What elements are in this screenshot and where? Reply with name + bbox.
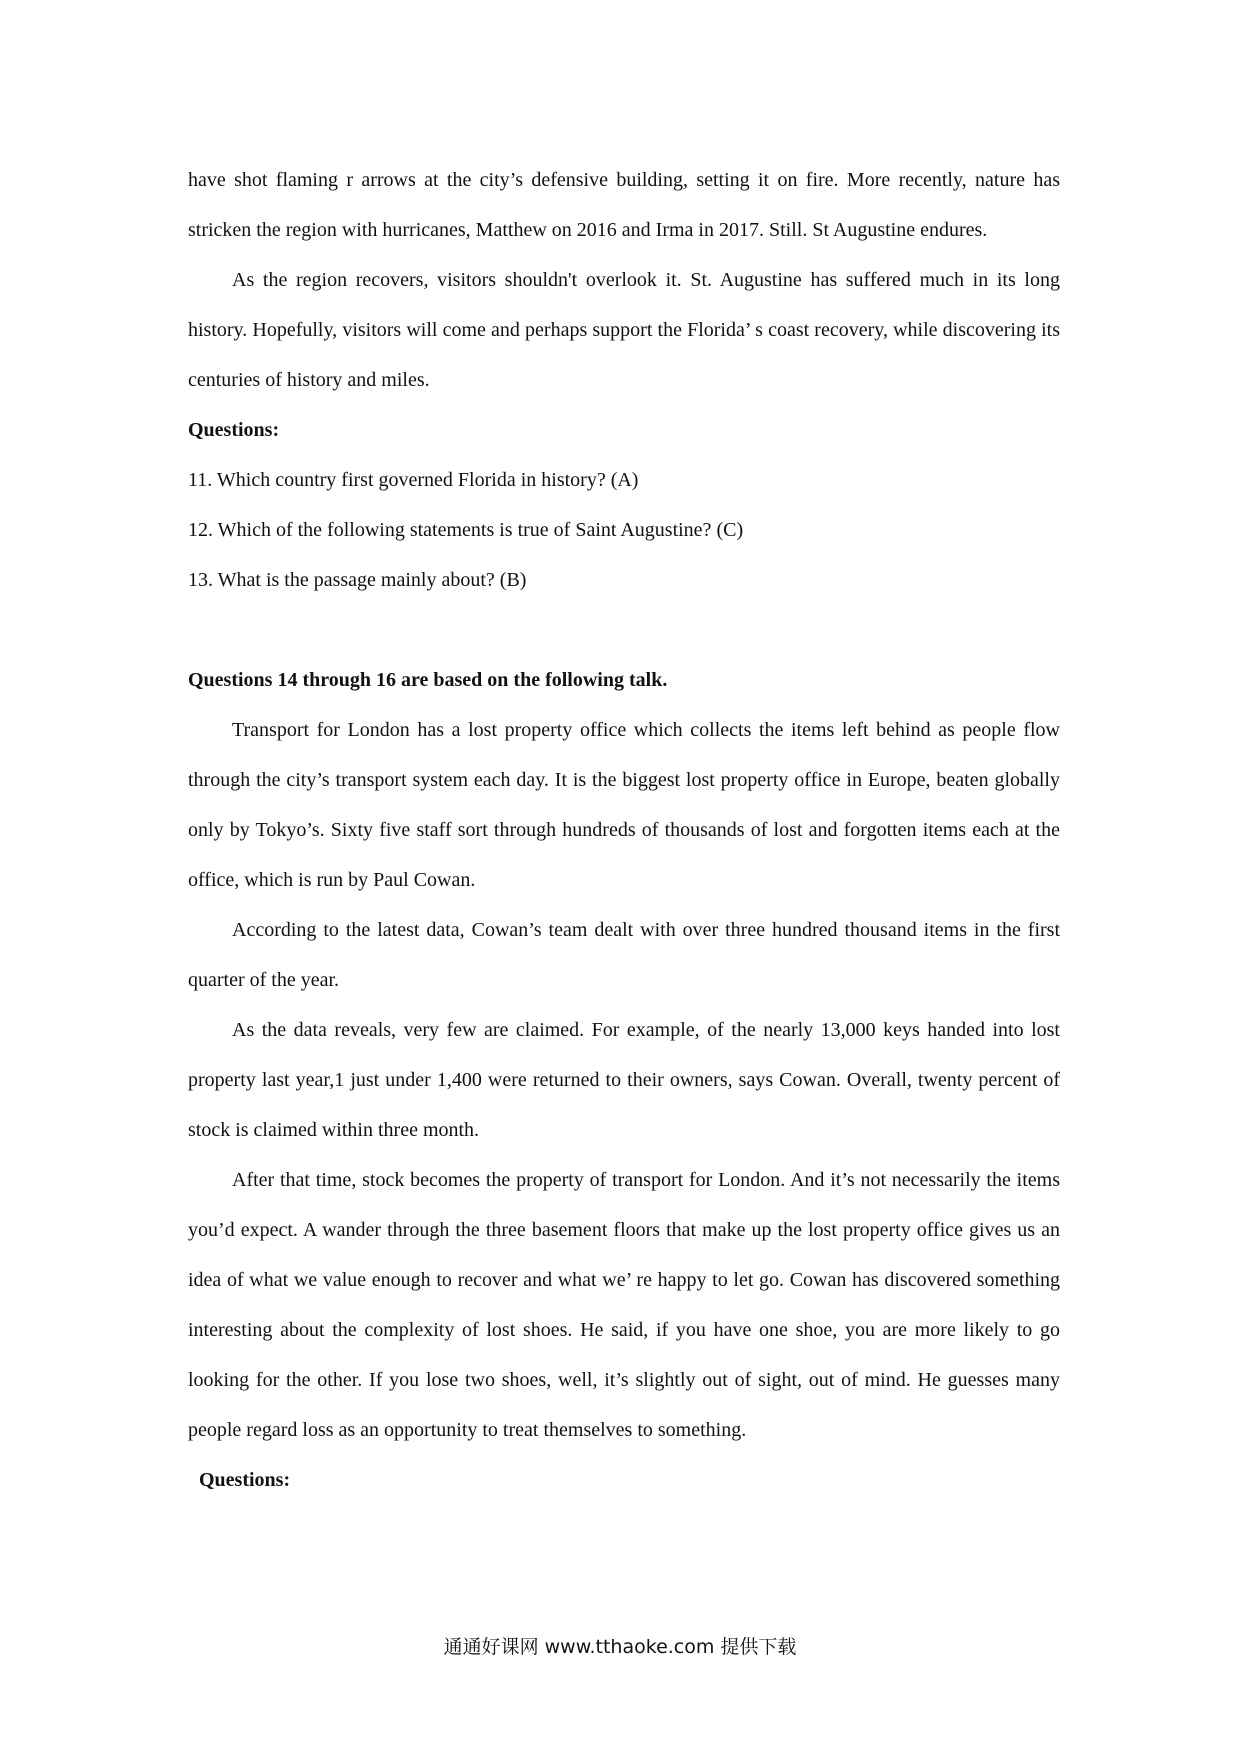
passage2-paragraph-2: According to the latest data, Cowan’s team dealt with over three hundred thousand items in the first quarter of the year. xyxy=(188,919,1060,991)
passage2-paragraph-1: Transport for London has a lost property office which collects the items left behind as people flow through the city’s transport system each day. It is the biggest lost property office in Europe, beaten globally only by Tokyo’s. Sixty five staff sort through hundreds of thousands of lost and forgotten items each at the office, which is run by Paul Cowan. xyxy=(188,719,1060,891)
passage2-questions-heading: Questions: xyxy=(199,1469,291,1491)
passage1-paragraph-1: have shot flaming r arrows at the city’s defensive building, setting it on fire. More recently, nature has stricken the region with hurricanes, Matthew on 2016 and Irma in 2017. Still. St Augustine endures. xyxy=(188,169,1060,241)
section-spacer xyxy=(188,605,1060,655)
page-content xyxy=(188,155,1060,1505)
question-13: 13. What is the passage mainly about? (B) xyxy=(188,569,527,591)
passage2-paragraph-3: As the data reveals, very few are claimed. For example, of the nearly 13,000 keys handed into lost property last year,1 just under 1,400 were returned to their owners, says Cowan. Overall, twenty percent of stock is claimed within three month. xyxy=(188,1019,1060,1141)
question-12: 12. Which of the following statements is true of Saint Augustine? (C) xyxy=(188,519,744,541)
passage2-heading: Questions 14 through 16 are based on the following talk. xyxy=(188,669,668,691)
page-footer: 通通好课网 www.tthaoke.com 提供下载 xyxy=(443,1636,797,1658)
passage2-paragraph-4: After that time, stock becomes the property of transport for London. And it’s not necessarily the items you’d expect. A wander through the three basement floors that make up the lost property office gives us an idea of what we value enough to recover and what we’ re happy to let go. Cowan has discovered something interesting about the complexity of lost shoes. He said, if you have one shoe, you are more likely to go looking for the other. If you lose two shoes, well, it’s slightly out of sight, out of mind. He guesses many people regard loss as an opportunity to treat themselves to something. xyxy=(188,1169,1060,1441)
passage1-questions-heading: Questions: xyxy=(188,419,280,441)
passage1-paragraph-2: As the region recovers, visitors shouldn't overlook it. St. Augustine has suffered much in its long history. Hopefully, visitors will come and perhaps support the Florida’ s coast recovery, while discovering its centuries of history and miles. xyxy=(188,269,1060,391)
question-11: 11. Which country first governed Florida in history? (A) xyxy=(188,469,639,491)
